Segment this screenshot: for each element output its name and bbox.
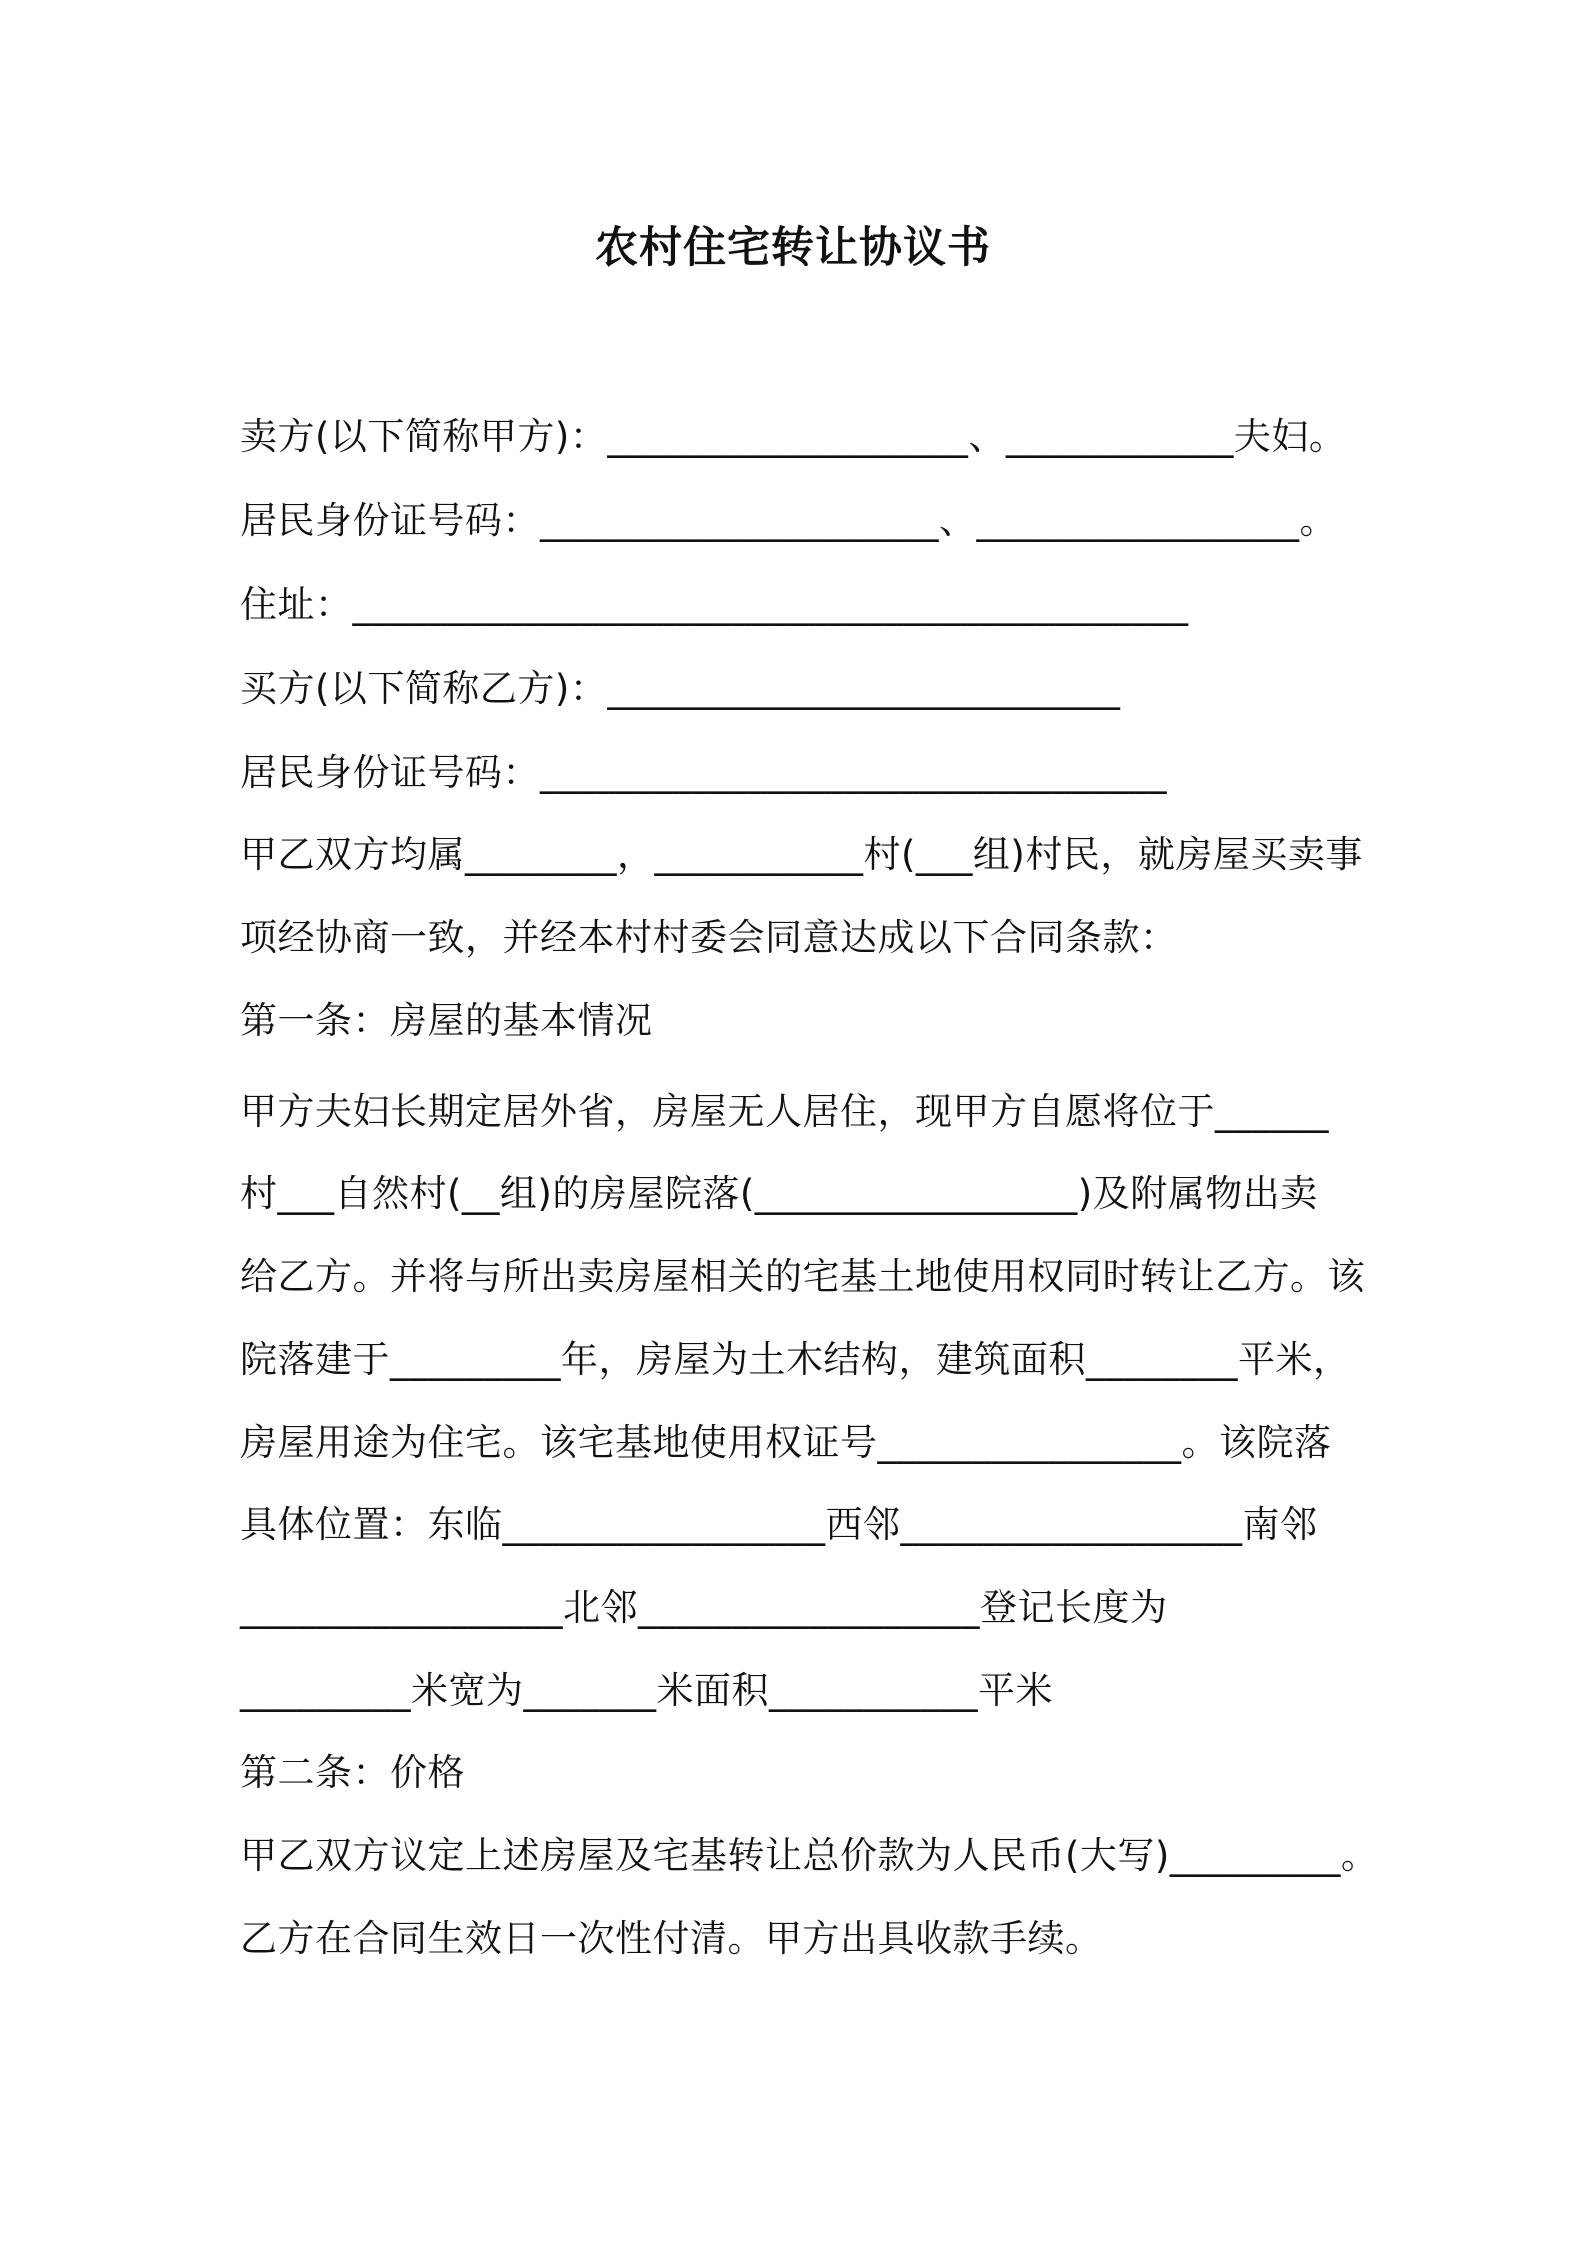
article-1-heading: 第一条：房屋的基本情况 bbox=[240, 999, 653, 1042]
article-1-line-4: 院落建于_________年，房屋为土木结构，建筑面积________平米， bbox=[240, 1338, 1351, 1381]
article-2-line-1: 甲乙双方议定上述房屋及宅基转让总价款为人民币(大写)_________。 bbox=[240, 1834, 1379, 1877]
article-1-line-8: _________米宽为_______米面积___________平米 bbox=[240, 1669, 1053, 1712]
preamble-line-2: 项经协商一致，并经本村村委会同意达成以下合同条款： bbox=[240, 916, 1178, 959]
seller-address-line: 住址：____________________________________________ bbox=[240, 583, 1189, 626]
article-1-line-7: _________________北邻__________________登记长度为 bbox=[240, 1586, 1168, 1629]
buyer-id-line: 居民身份证号码：_________________________________ bbox=[240, 751, 1167, 794]
buyer-line: 买方(以下简称乙方)：___________________________ bbox=[240, 667, 1121, 710]
document-title: 农村住宅转让协议书 bbox=[595, 223, 991, 273]
article-1-line-6: 具体位置：东临_________________西邻__________________南邻 bbox=[240, 1503, 1318, 1546]
article-1-line-1: 甲方夫妇长期定居外省，房屋无人居住，现甲方自愿将位于______ bbox=[240, 1090, 1329, 1133]
article-2-heading: 第二条：价格 bbox=[240, 1751, 465, 1794]
seller-id-line: 居民身份证号码：_____________________、_________________。 bbox=[240, 499, 1337, 542]
article-1-line-5: 房屋用途为住宅。该宅基地使用权证号________________。该院落 bbox=[240, 1421, 1332, 1464]
article-2-line-2: 乙方在合同生效日一次性付清。甲方出具收款手续。 bbox=[240, 1917, 1103, 1960]
article-1-line-2: 村___自然村(__组)的房屋院落(_________________)及附属物出卖 bbox=[240, 1172, 1318, 1215]
seller-line: 卖方(以下简称甲方)：___________________、____________夫妇。 bbox=[240, 415, 1347, 458]
article-1-line-3: 给乙方。并将与所出卖房屋相关的宅基土地使用权同时转让乙方。该 bbox=[240, 1255, 1365, 1298]
preamble-line-1: 甲乙双方均属________，___________村(___组)村民，就房屋买卖事 bbox=[240, 833, 1363, 876]
